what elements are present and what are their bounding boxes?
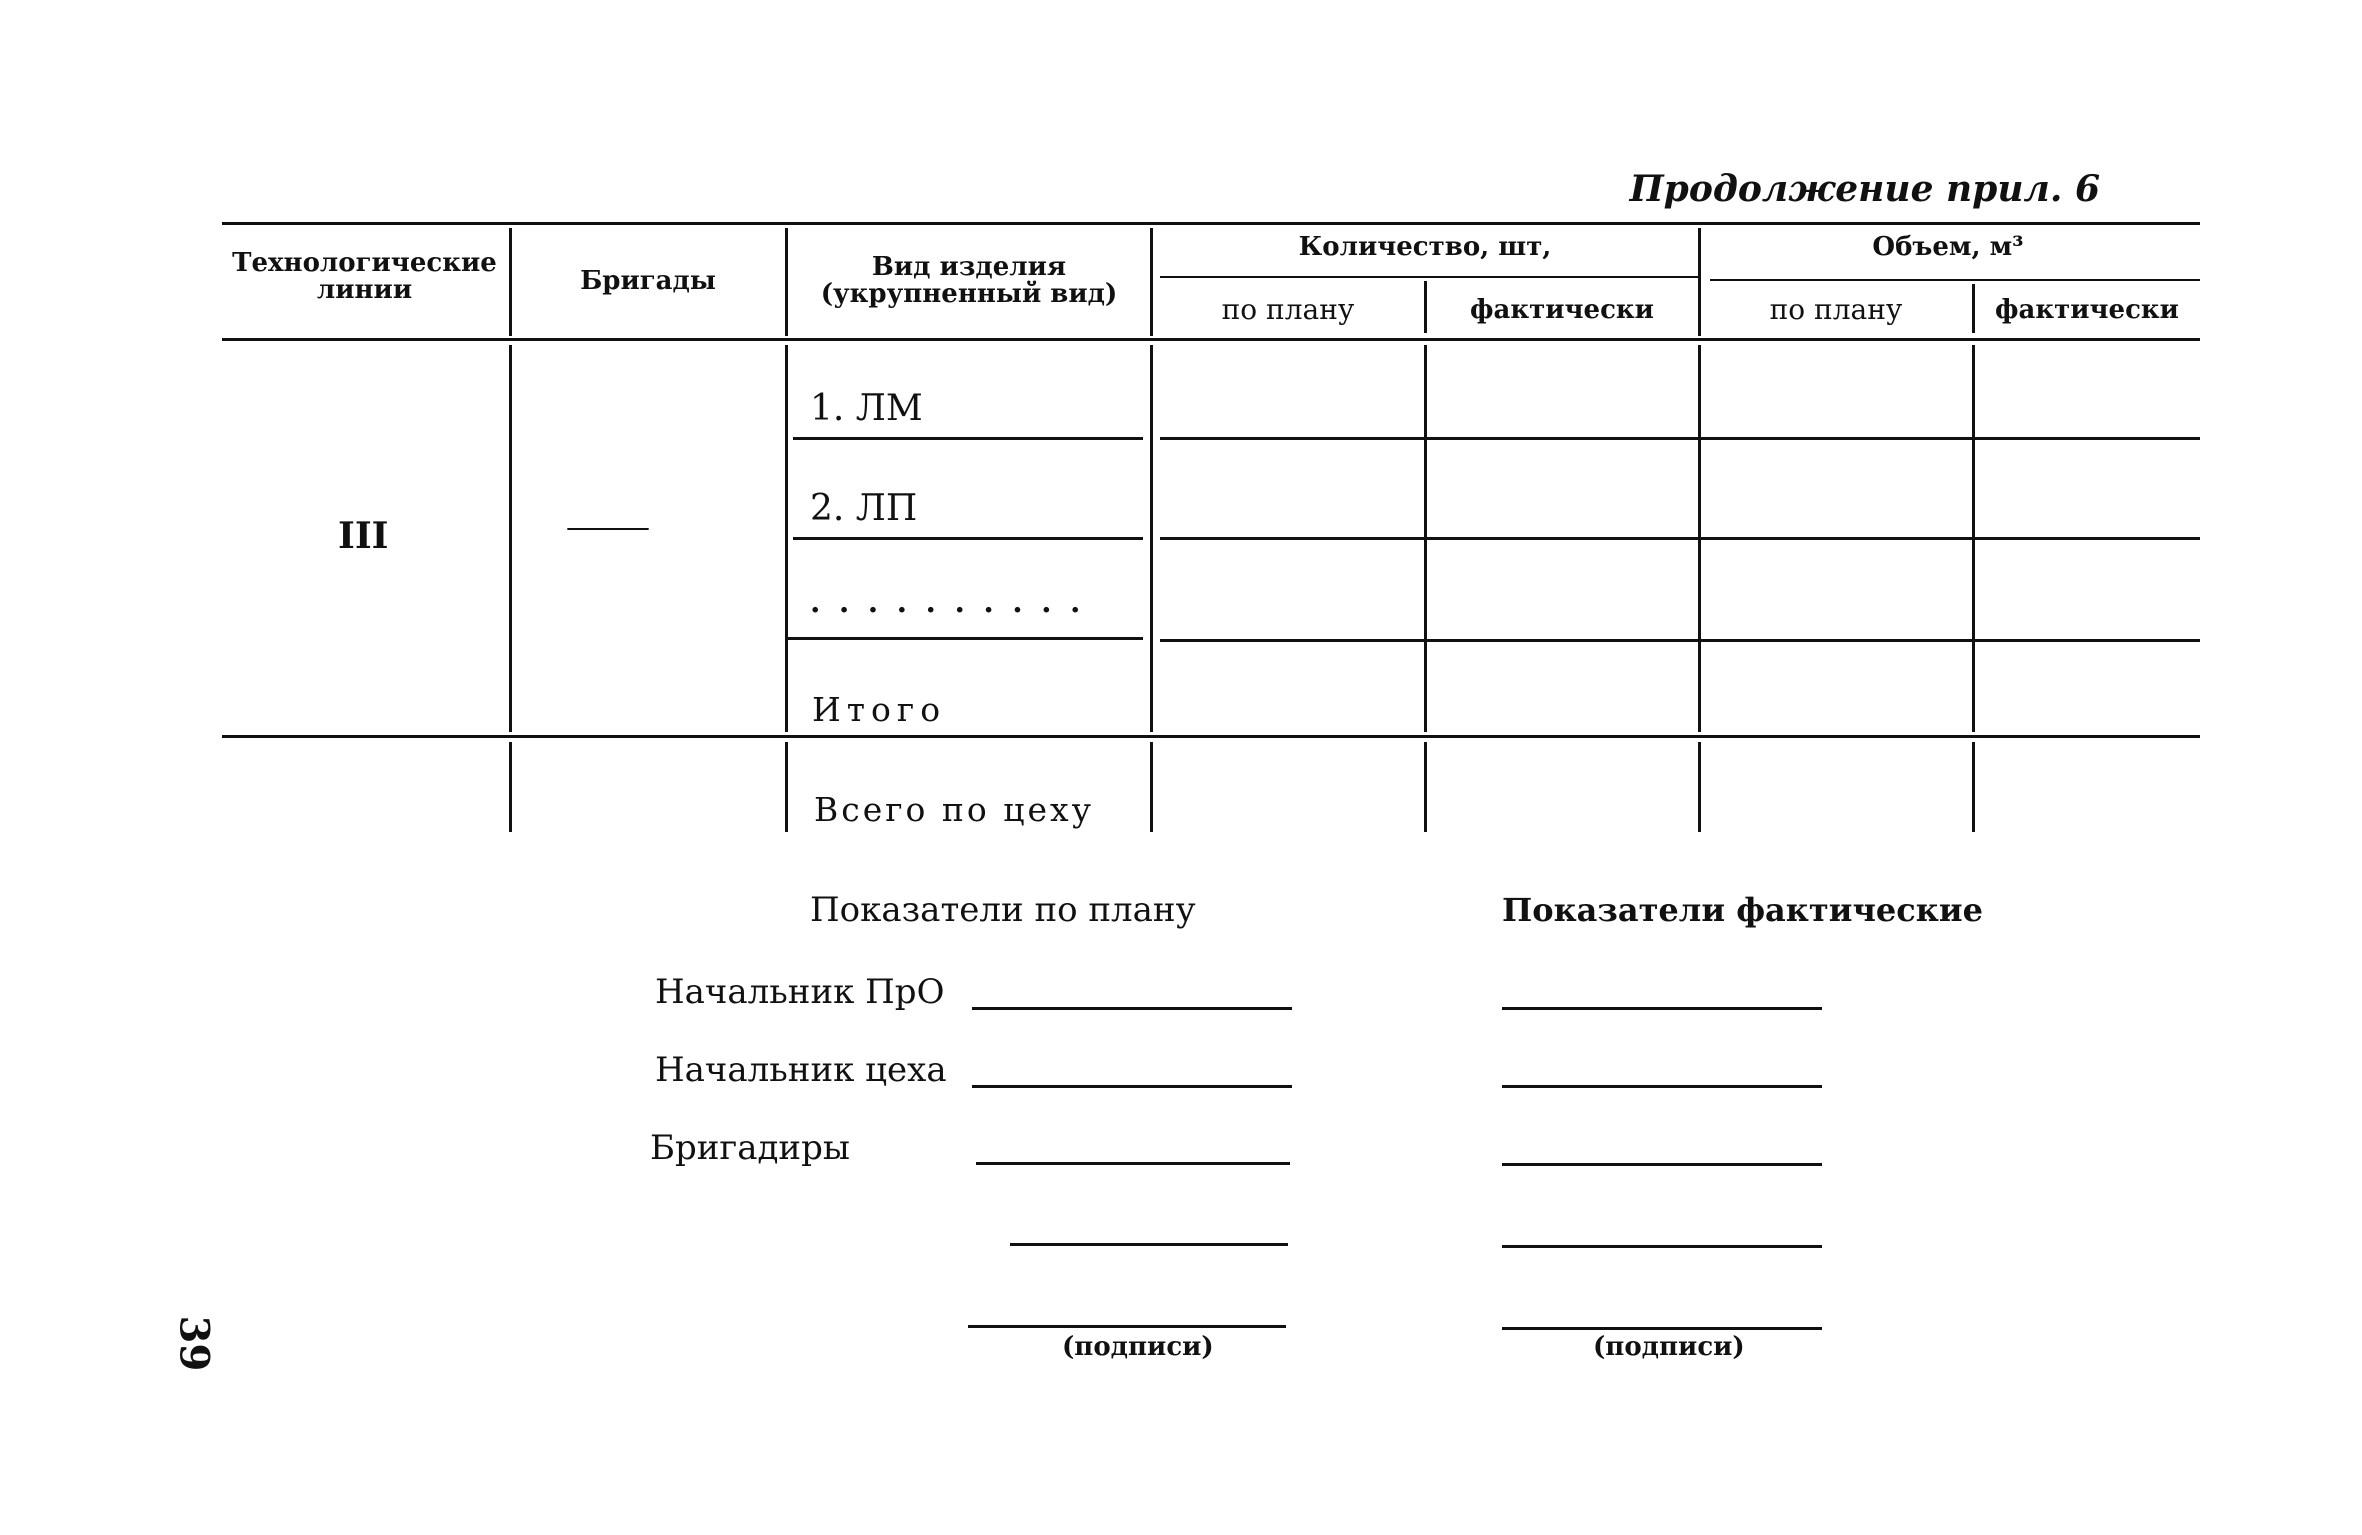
actual-sig-line-3 xyxy=(1502,1163,1822,1166)
actual-sig-line-1 xyxy=(1502,1007,1822,1010)
col-divider-4-total xyxy=(1424,742,1427,832)
header-quantity: Количество, шт, xyxy=(1298,232,1552,262)
row-rule-2 xyxy=(793,537,1143,540)
role-foremen: Бригадиры xyxy=(650,1128,850,1168)
plan-heading: Показатели по плану xyxy=(810,890,1196,930)
row-rule-3 xyxy=(787,637,1143,640)
continuation-title: Продолжение прил. 6 xyxy=(1629,168,2100,210)
col-divider-2 xyxy=(785,228,788,336)
col-divider-6-body xyxy=(1972,345,1975,732)
header-product-type: Вид изделия (укрупненный вид) xyxy=(820,252,1118,309)
col-divider-5-body xyxy=(1698,345,1701,732)
table-top-rule xyxy=(222,222,2200,225)
data-row-rule-3 xyxy=(1160,639,2200,642)
col-divider-4-body xyxy=(1424,345,1427,732)
actual-heading: Показатели фактические xyxy=(1502,891,1983,929)
header-bottom-rule xyxy=(222,338,2200,341)
col-divider-5 xyxy=(1698,228,1701,336)
header-brigades: Бригады xyxy=(580,266,716,296)
page-number: 39 xyxy=(170,1315,218,1372)
actual-sig-line-5 xyxy=(1502,1327,1822,1330)
col-divider-1-total xyxy=(509,742,512,832)
col-divider-2-body xyxy=(785,345,788,732)
col-divider-2-total xyxy=(785,742,788,832)
subtotal-bottom-rule xyxy=(222,735,2200,738)
brigade-value: ——— xyxy=(566,510,647,545)
line-number: III xyxy=(338,515,389,557)
item-row-3: . . . . . . . . . . xyxy=(810,585,1085,620)
col-divider-6-total xyxy=(1972,742,1975,832)
item-row-2: 2. ЛП xyxy=(810,488,918,529)
grand-total-label: Всего по цеху xyxy=(814,790,1095,829)
col-divider-3 xyxy=(1150,228,1153,336)
actual-signatures-note: (подписи) xyxy=(1593,1332,1745,1362)
data-row-rule-2 xyxy=(1160,537,2200,540)
header-quantity-plan: по плану xyxy=(1221,293,1355,326)
row-rule-1 xyxy=(793,437,1143,440)
col-divider-3-body xyxy=(1150,345,1153,732)
plan-sig-line-5 xyxy=(968,1325,1286,1328)
col-divider-6 xyxy=(1972,284,1975,333)
subtotal-label: Итого xyxy=(812,690,947,729)
actual-sig-line-2 xyxy=(1502,1085,1822,1088)
quantity-subheader-rule xyxy=(1160,276,1700,278)
plan-sig-line-4 xyxy=(1010,1243,1288,1246)
role-head-pro: Начальник ПрО xyxy=(655,972,945,1012)
col-divider-5-total xyxy=(1698,742,1701,832)
header-tech-lines: Технологические линии xyxy=(232,248,497,305)
header-quantity-actual: фактически xyxy=(1470,295,1654,325)
volume-subheader-rule xyxy=(1710,279,2200,281)
col-divider-3-total xyxy=(1150,742,1153,832)
actual-sig-line-4 xyxy=(1502,1245,1822,1248)
plan-sig-line-2 xyxy=(972,1085,1292,1088)
header-volume-plan: по плану xyxy=(1769,293,1903,326)
data-row-rule-1 xyxy=(1160,437,2200,440)
item-row-1: 1. ЛМ xyxy=(810,388,923,429)
header-volume: Объем, м³ xyxy=(1872,232,2024,262)
header-volume-actual: фактически xyxy=(1995,295,2179,325)
plan-signatures-note: (подписи) xyxy=(1062,1332,1214,1362)
col-divider-4 xyxy=(1424,281,1427,333)
plan-sig-line-3 xyxy=(976,1162,1290,1165)
plan-sig-line-1 xyxy=(972,1007,1292,1010)
role-head-shop: Начальник цеха xyxy=(655,1050,947,1090)
col-divider-1-body xyxy=(509,345,512,732)
